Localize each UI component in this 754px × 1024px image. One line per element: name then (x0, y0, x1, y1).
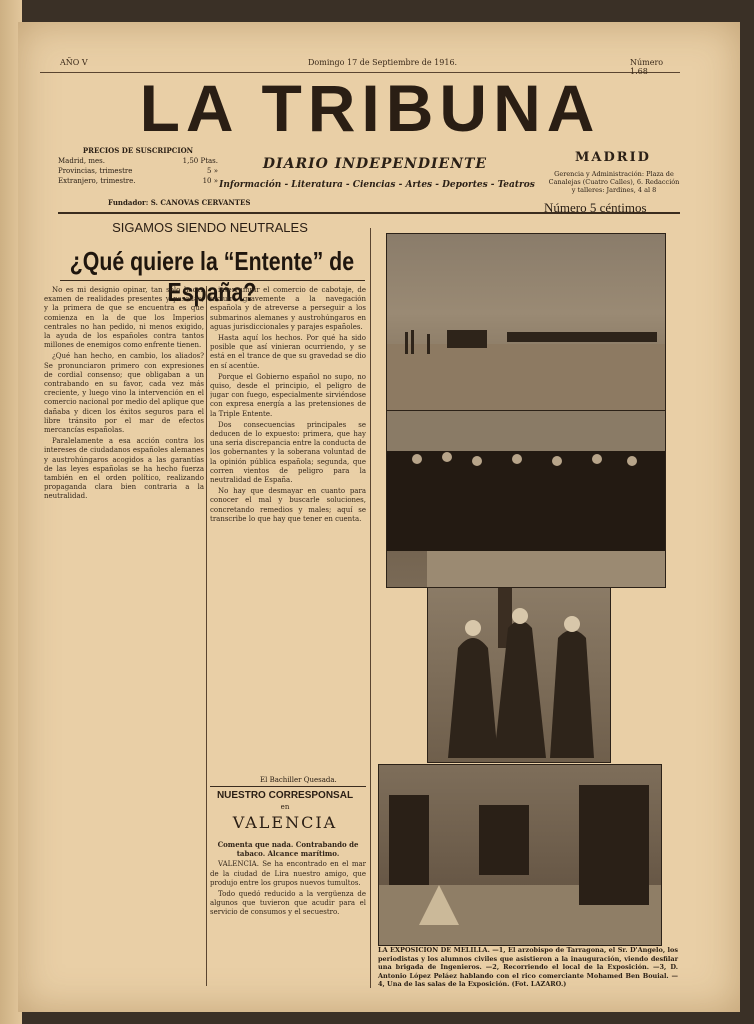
meeting-scene (428, 588, 610, 762)
subscription-heading: PRECIOS DE SUSCRIPCION (82, 146, 194, 155)
photo-exhibit-hall (378, 764, 662, 946)
paragraph: VALENCIA. Se ha encontrado en el mar de la ciudad de Lira nuestro amigo, que produjo entre los grupos nuevos tumultos. (210, 860, 366, 887)
correspondent-city: VALENCIA (232, 813, 338, 832)
officials-scene (387, 411, 665, 587)
correspondent-column (210, 840, 366, 986)
section-rule (210, 786, 366, 787)
paragraph: interrumpir el comercio de cabotaje, de incluir gravemente a la navegación española y de atreverse a perseguir a los submarinos alemanes y austrohúngaros en aguas jurisdiccionales y parajes españoles. (210, 286, 366, 331)
issue-number: Número 1.68 (630, 58, 664, 76)
photo-caption: LA EXPOSICION DE MELILLA. —1, El arzobispo de Tarragona, el Sr. D'Angelo, los periodistas y los alumnos civiles que asistieron a la inauguración, viendo desfilar una brigada de Ingenieros. —2, Recorriendo el local de la Exposición. —3, D. Antonio López Peláez hablando con el rico comerciante Mohamed Ben Bouial. —4, Una de las salas de la Exposición. (Fot. LAZARO.) (378, 946, 678, 988)
year-label: AÑO V (60, 58, 88, 67)
photo-meeting (427, 587, 611, 763)
sections-line: Información - Literatura - Ciencias - Artes - Deportes - Teatros (219, 180, 535, 190)
exhibit-scene (379, 765, 661, 945)
photo-parade (386, 233, 666, 411)
paragraph: Hasta aquí los hechos. Por qué ha sido posible que así vinieran ocurriendo, y se está en el trance de que su gravedad se dio en sí acentúe. (210, 334, 366, 370)
article-column-1 (44, 286, 204, 986)
subscription-row: Madrid, mes. 1,50 Ptas. (58, 157, 218, 165)
paragraph: Dos consecuencias principales se deducen de lo expuesto: primera, que hay una seria discrepancia entre la conducta de los gobernantes y la soberana voluntad de la opinión pública española; segunda, que corren vientos de peligro para la neutralidad de España. (210, 420, 366, 485)
founder-line: Fundador: S. CANOVAS CERVANTES (108, 198, 251, 207)
date-label: Domingo 17 de Septiembre de 1916. (308, 58, 458, 67)
parade-scene (387, 234, 665, 410)
masthead-title: LA TRIBUNA (139, 71, 601, 145)
correspondent-lead: Comenta que nada. Contrabando de tabaco. Alcance marítimo. (217, 840, 359, 859)
correspondent-heading: NUESTRO CORRESPONSAL (216, 790, 354, 801)
paragraph: Paralelamente a esa acción contra los intereses de ciudadanos españoles alemanes y austrohúngaros acogidos a las garantías de las leyes españolas se ha hecho fuerza también en el orden político, realizando propaganda clara bien contraria a la neutralidad. (44, 437, 204, 501)
paragraph: No hay que desmayar en cuanto para conocer el mal y buscarle soluciones, concretando remedios y males; aquí se transcribe lo que hay que tener en cuenta. (210, 487, 366, 523)
correspondent-sub: en (280, 803, 290, 811)
headline-rule (60, 280, 365, 281)
price-line: Número 5 céntimos (544, 200, 647, 215)
tagline: DIARIO INDEPENDIENTE (262, 156, 488, 172)
column-divider (206, 286, 207, 986)
paragraph: ¿Qué han hecho, en cambio, los aliados? Se pronunciaron primero con expresiones de cordial consenso; que obligaban a un contrabando en su favor, cada vez más creciente, y luego vino la intervención en el comercio nacional por medio del aplique que dañaba y dicen los éxitos seguros para el libre tránsito por el mar de efectos mercancías españolas. (44, 352, 204, 435)
header-rule (58, 212, 680, 214)
column-divider (370, 228, 371, 988)
subscription-box (58, 146, 218, 186)
article-kicker: SIGAMOS SIENDO NEUTRALES (112, 220, 308, 235)
subscription-row: Extranjero, trimestre. 10 » (58, 177, 218, 185)
paragraph: Porque el Gobierno español no supo, no quiso, desde el principio, el peligro de jugar con fuego, especialmente sirviéndose con expresa energía a las pretensiones de la Triple Entente. (210, 372, 366, 418)
paragraph: Todo quedó reducido a la vergüenza de algunos que tuvieron que acudir para el servicio de consumos y el secuestro. (210, 890, 366, 917)
city-label: MADRID (575, 150, 651, 165)
paragraph: No es mi designio opinar, tan sólo hacer examen de realidades presentes y pasadas, y la primera de que se encuentra es que comienza en la de que los Imperios centrales no han pedido, ni menos exigido, la ayuda de los españoles contra tantos millones de enemigos como enfrente tienen. (44, 286, 204, 350)
article-signature: El Bachiller Quesada. (260, 776, 337, 784)
correspondent-header (205, 790, 365, 832)
office-address: Gerencia y Administración: Plaza de Canalejas (Cuatro Calles), 6. Redacción y talleres: Jardines, 4 al 8 (548, 170, 680, 194)
subscription-row: Provincias, trimestre 5 » (58, 167, 218, 175)
photo-officials (386, 410, 666, 588)
article-headline: ¿Qué quiere la “Entente” de España? (69, 246, 355, 307)
article-column-2 (210, 286, 366, 772)
